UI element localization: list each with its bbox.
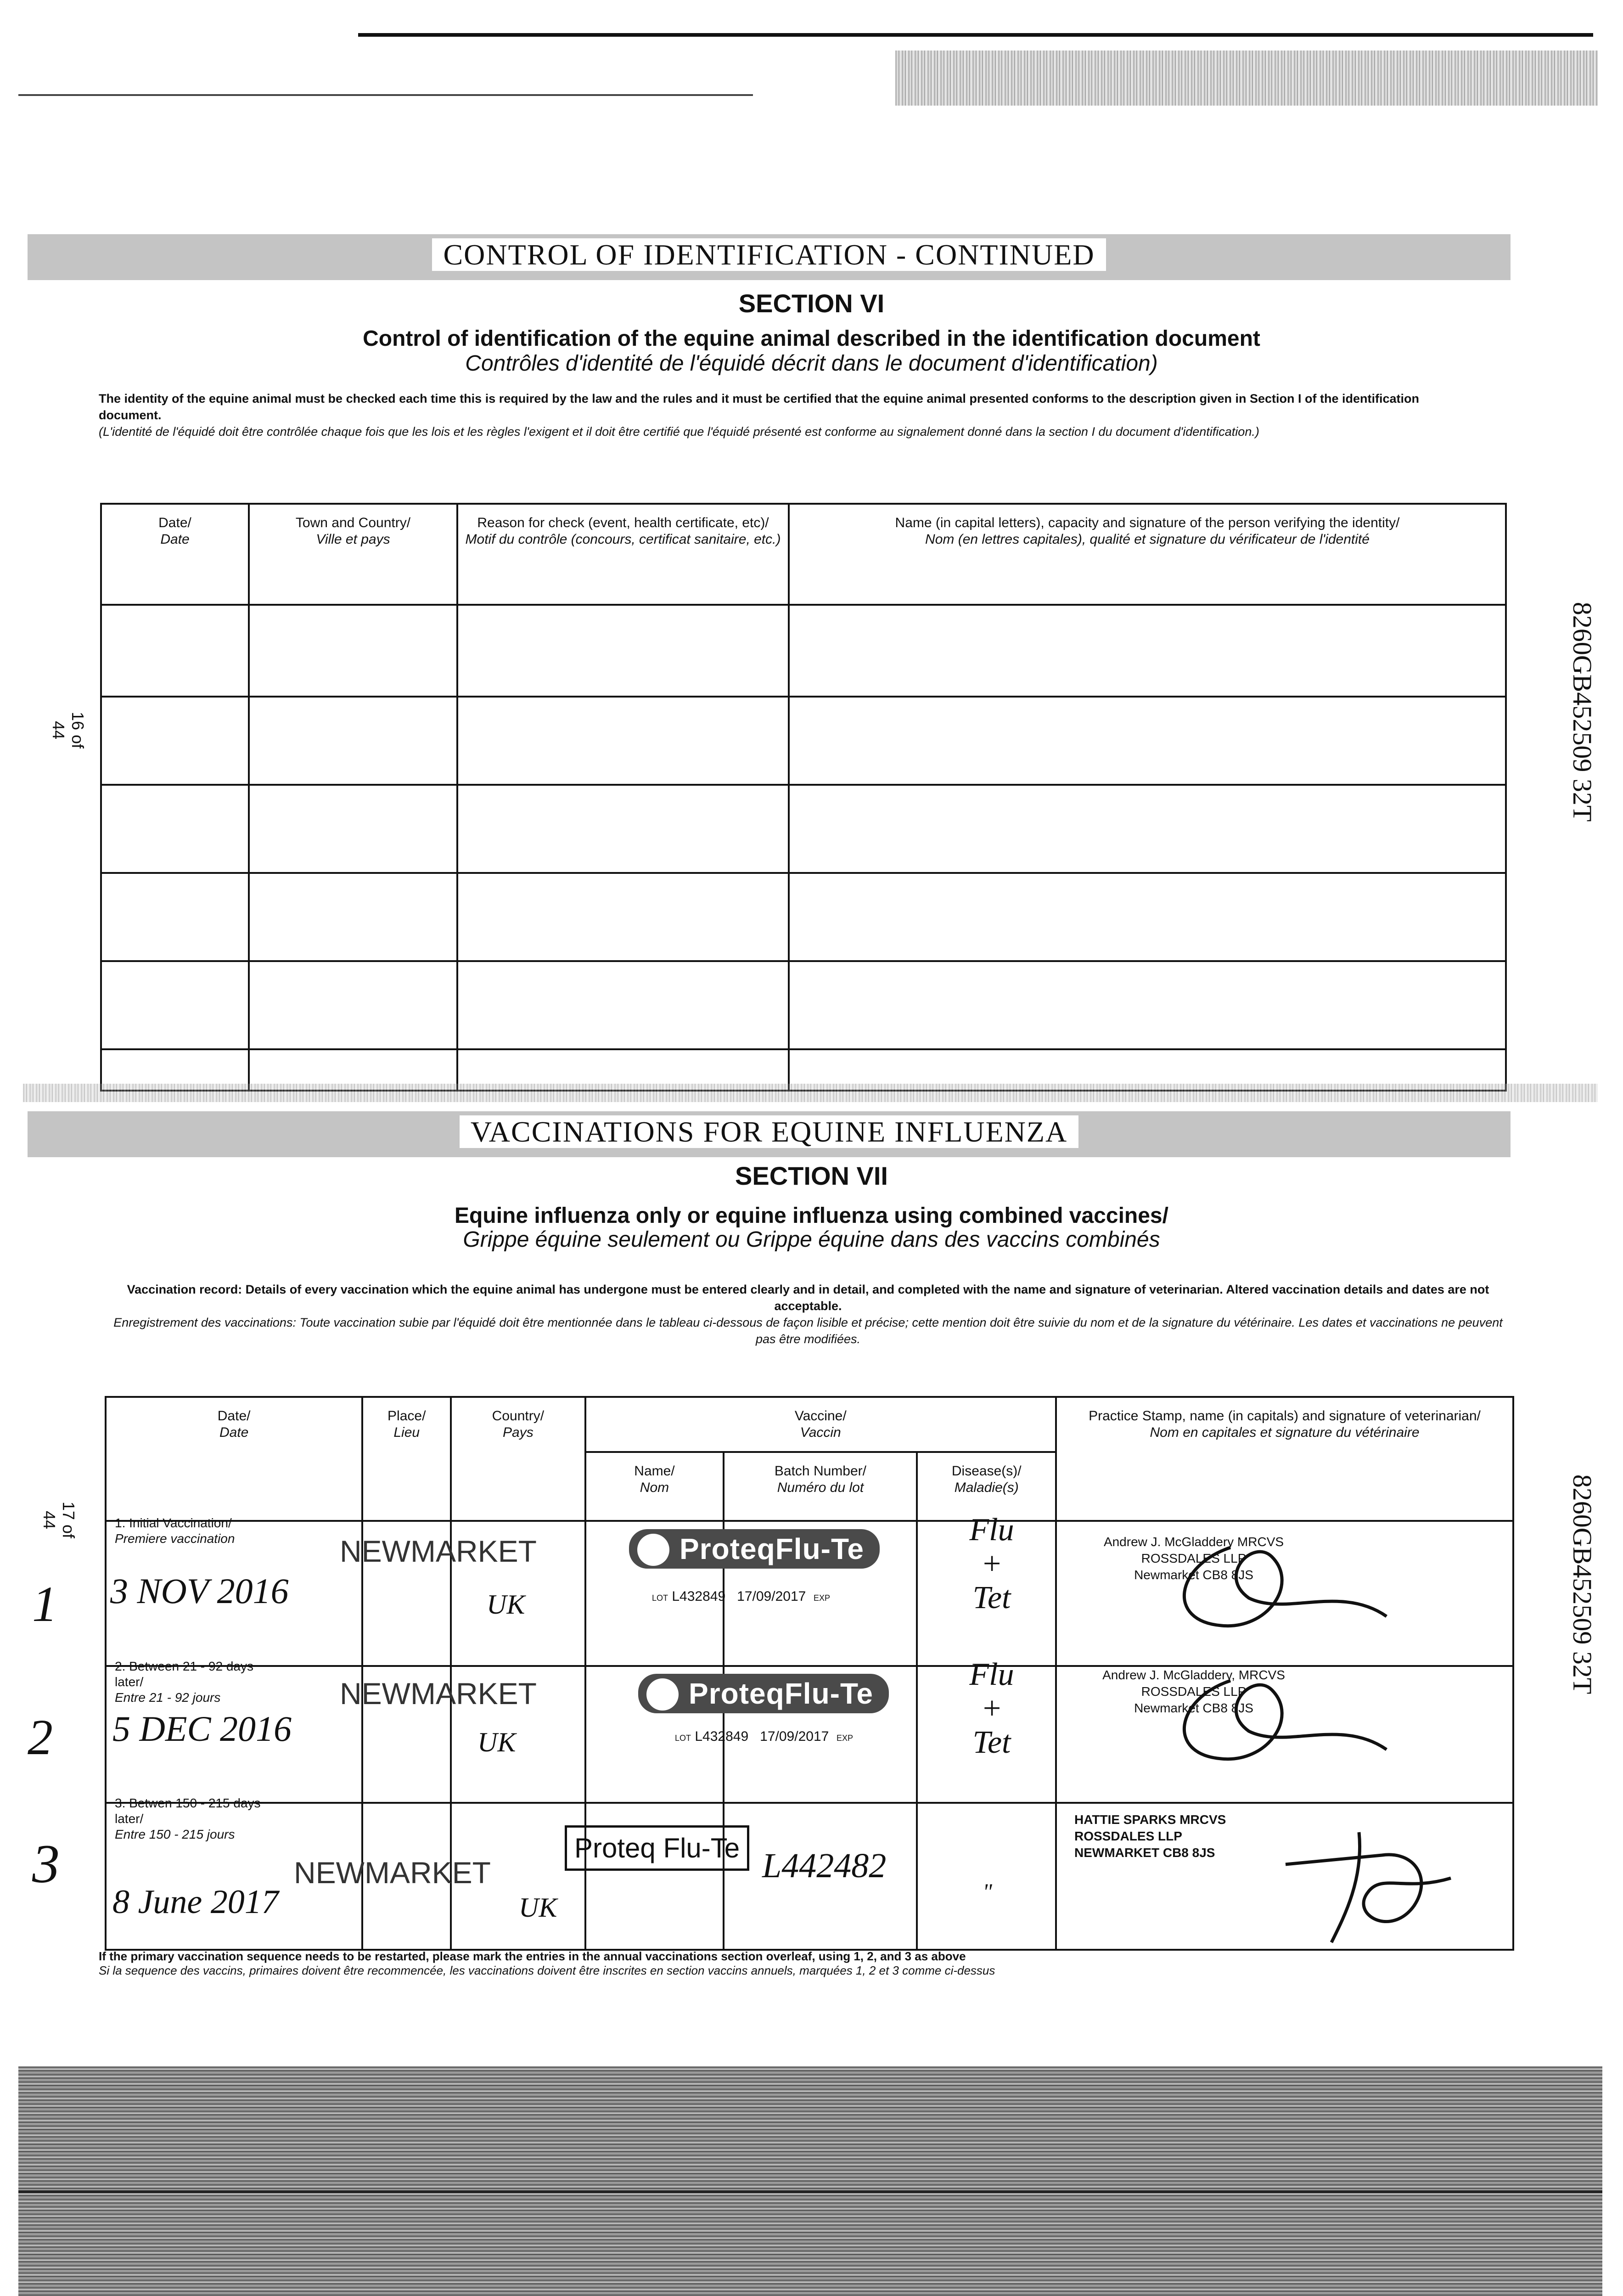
row2-batch: LOT L432849 17/09/2017 EXP xyxy=(675,1729,854,1744)
section6-intro-fr: (L'identité de l'équidé doit être contrôlée chaque fois que les lois et les règles l'exigent et il doit être certifié que l'équidé présenté est conforme au signalement donné dans la section I du document d'identification.) xyxy=(99,425,1259,439)
section7-banner xyxy=(28,1111,1511,1157)
row2-date: 5 DEC 2016 xyxy=(112,1709,292,1749)
col-reason: Reason for check (event, health certificate, etc)/ Motif du contrôle (concours, certificat sanitaire, etc.) xyxy=(457,504,789,605)
section7-banner-text: VACCINATIONS FOR EQUINE INFLUENZA xyxy=(460,1115,1078,1148)
row1-place: NEWMARKET xyxy=(340,1534,537,1568)
row3-label: 3. Betwen 150 - 215 days later/ Entre 150 - 215 jours xyxy=(115,1796,261,1841)
page-number-16: 16 of 44 xyxy=(49,711,87,749)
row2-disease: Flu + Tet xyxy=(969,1657,1014,1760)
row2-label: 2. Between 21 - 92 days later/ Entre 21 - 92 jours xyxy=(115,1659,253,1705)
margin-number-3: 3 xyxy=(32,1833,60,1894)
row1-signature xyxy=(1148,1529,1405,1644)
row2-vaccine-logo: ProteqFlu-Te xyxy=(638,1674,889,1713)
row1-vaccine-logo: ProteqFlu-Te xyxy=(629,1529,880,1569)
table-row xyxy=(101,697,1506,785)
section6-intro xyxy=(99,390,1476,440)
section7-subtitle: Equine influenza only or equine influenza using combined vaccines/ xyxy=(455,1204,1168,1228)
row1-label: 1. Initial Vaccination/ Premiere vaccination xyxy=(115,1516,235,1546)
bottom-rule xyxy=(18,2190,1602,2193)
side-reference-2: 8260GB452509 32T xyxy=(1567,1474,1597,1694)
section6-subtitle-fr: Contrôles d'identité de l'équidé décrit dans le document d'identification) xyxy=(465,351,1158,376)
row2-signature xyxy=(1148,1662,1405,1777)
row3-vet-stamp: HATTIE SPARKS MRCVS ROSSDALES LLP NEWMARKET CB8 8JS xyxy=(1074,1812,1226,1860)
row1-date: 3 NOV 2016 xyxy=(110,1571,289,1611)
row2-place: NEWMARKET xyxy=(340,1677,537,1711)
scan-edge-line xyxy=(18,94,753,96)
table-row xyxy=(101,785,1506,873)
col-vac-disease: Disease(s)/ Maladie(s) xyxy=(917,1452,1056,1521)
row3-place: NEWMARKET xyxy=(294,1856,491,1890)
section6-intro-en: The identity of the equine animal must be checked each time this is required by the law and the rules and it must be certified that the equine animal presented conforms to the description given in Section I of the identification document. xyxy=(99,392,1420,422)
row2-vet-stamp: Andrew J. McGladdery, MRCVS ROSSDALES LLP Newmarket CB8 8JS xyxy=(1102,1668,1285,1715)
col-vac-vaccine: Vaccine/ Vaccin xyxy=(585,1397,1056,1452)
row3-disease: " xyxy=(983,1879,992,1904)
identity-check-table xyxy=(100,503,1507,1092)
row3-signature xyxy=(1276,1823,1460,1947)
row3-batch: L442482 xyxy=(762,1846,887,1885)
col-verifier: Name (in capital letters), capacity and signature of the person verifying the identity/ Nom (en lettres capitales), qualité et signature du vérificateur de l'identité xyxy=(789,504,1506,605)
table-row xyxy=(101,961,1506,1049)
row1-vet-stamp: Andrew J. McGladdery MRCVS ROSSDALES LLP Newmarket CB8 8JS xyxy=(1103,1535,1284,1582)
col-vac-name: Name/ Nom xyxy=(585,1452,724,1521)
section6-banner xyxy=(28,234,1511,280)
row3-country: UK xyxy=(519,1892,557,1923)
col-vac-country: Country/ Pays xyxy=(451,1397,585,1521)
section6-banner-text: CONTROL OF IDENTIFICATION - CONTINUED xyxy=(432,238,1106,271)
section6-title: SECTION VI xyxy=(738,289,885,318)
margin-number-2: 2 xyxy=(28,1709,53,1765)
col-vac-place: Place/ Lieu xyxy=(362,1397,451,1521)
col-vac-practice: Practice Stamp, name (in capitals) and signature of veterinarian/ Nom en capitales et signature du vétérinaire xyxy=(1056,1397,1513,1521)
row1-country: UK xyxy=(487,1589,525,1620)
section7-record xyxy=(110,1281,1506,1347)
margin-number-1: 1 xyxy=(32,1576,57,1632)
scan-noise-bottom xyxy=(18,2066,1602,2296)
section7-title: SECTION VII xyxy=(735,1161,888,1190)
row1-batch: LOT L432849 17/09/2017 EXP xyxy=(652,1589,831,1604)
restart-note: If the primary vaccination sequence needs to be restarted, please mark the entries in the annual vaccinations section overleaf, using 1, 2, and 3 as above Si la sequence des vaccins, primaires doivent être recommencée, les vaccinations doivent être inscrites en section vaccins annuels, marquées 1, 2 et 3 comme ci-dessus xyxy=(99,1949,995,1977)
page-number-17: 17 of 44 xyxy=(40,1501,78,1539)
table-row xyxy=(101,873,1506,961)
col-vac-batch: Batch Number/ Numéro du lot xyxy=(724,1452,917,1521)
section7-record-fr: Enregistrement des vaccinations: Toute vaccination subie par l'équidé doit être mentionnée dans le tableau ci-dessous de façon lisible et précise; cette mention doit être suivie du nom et de la signature du vétérinaire. Les dates et vaccinations ne peuvent pas être modifiées. xyxy=(113,1316,1503,1346)
row2-country: UK xyxy=(477,1727,516,1757)
side-reference: 8260GB452509 32T xyxy=(1567,602,1597,822)
table-row xyxy=(101,605,1506,697)
scan-edge-line xyxy=(358,33,1593,37)
row3-vaccine-stamp: Proteq Flu-Te xyxy=(565,1825,749,1871)
col-vac-date: Date/ Date xyxy=(106,1397,362,1521)
scan-noise xyxy=(895,51,1598,106)
row1-disease: Flu + Tet xyxy=(969,1512,1014,1615)
section7-record-en: Vaccination record: Details of every vaccination which the equine animal has undergone must be entered clearly and in detail, and completed with the name and signature of veterinarian. Altered vaccination details and dates are not acceptable. xyxy=(127,1283,1489,1313)
col-date: Date/ Date xyxy=(101,504,249,605)
col-town: Town and Country/ Ville et pays xyxy=(249,504,457,605)
row3-date: 8 June 2017 xyxy=(112,1883,279,1921)
section7-subtitle-fr: Grippe équine seulement ou Grippe équine dans des vaccins combinés xyxy=(463,1227,1160,1252)
section6-subtitle: Control of identification of the equine animal described in the identification document xyxy=(363,326,1260,351)
scan-noise xyxy=(23,1084,1598,1102)
